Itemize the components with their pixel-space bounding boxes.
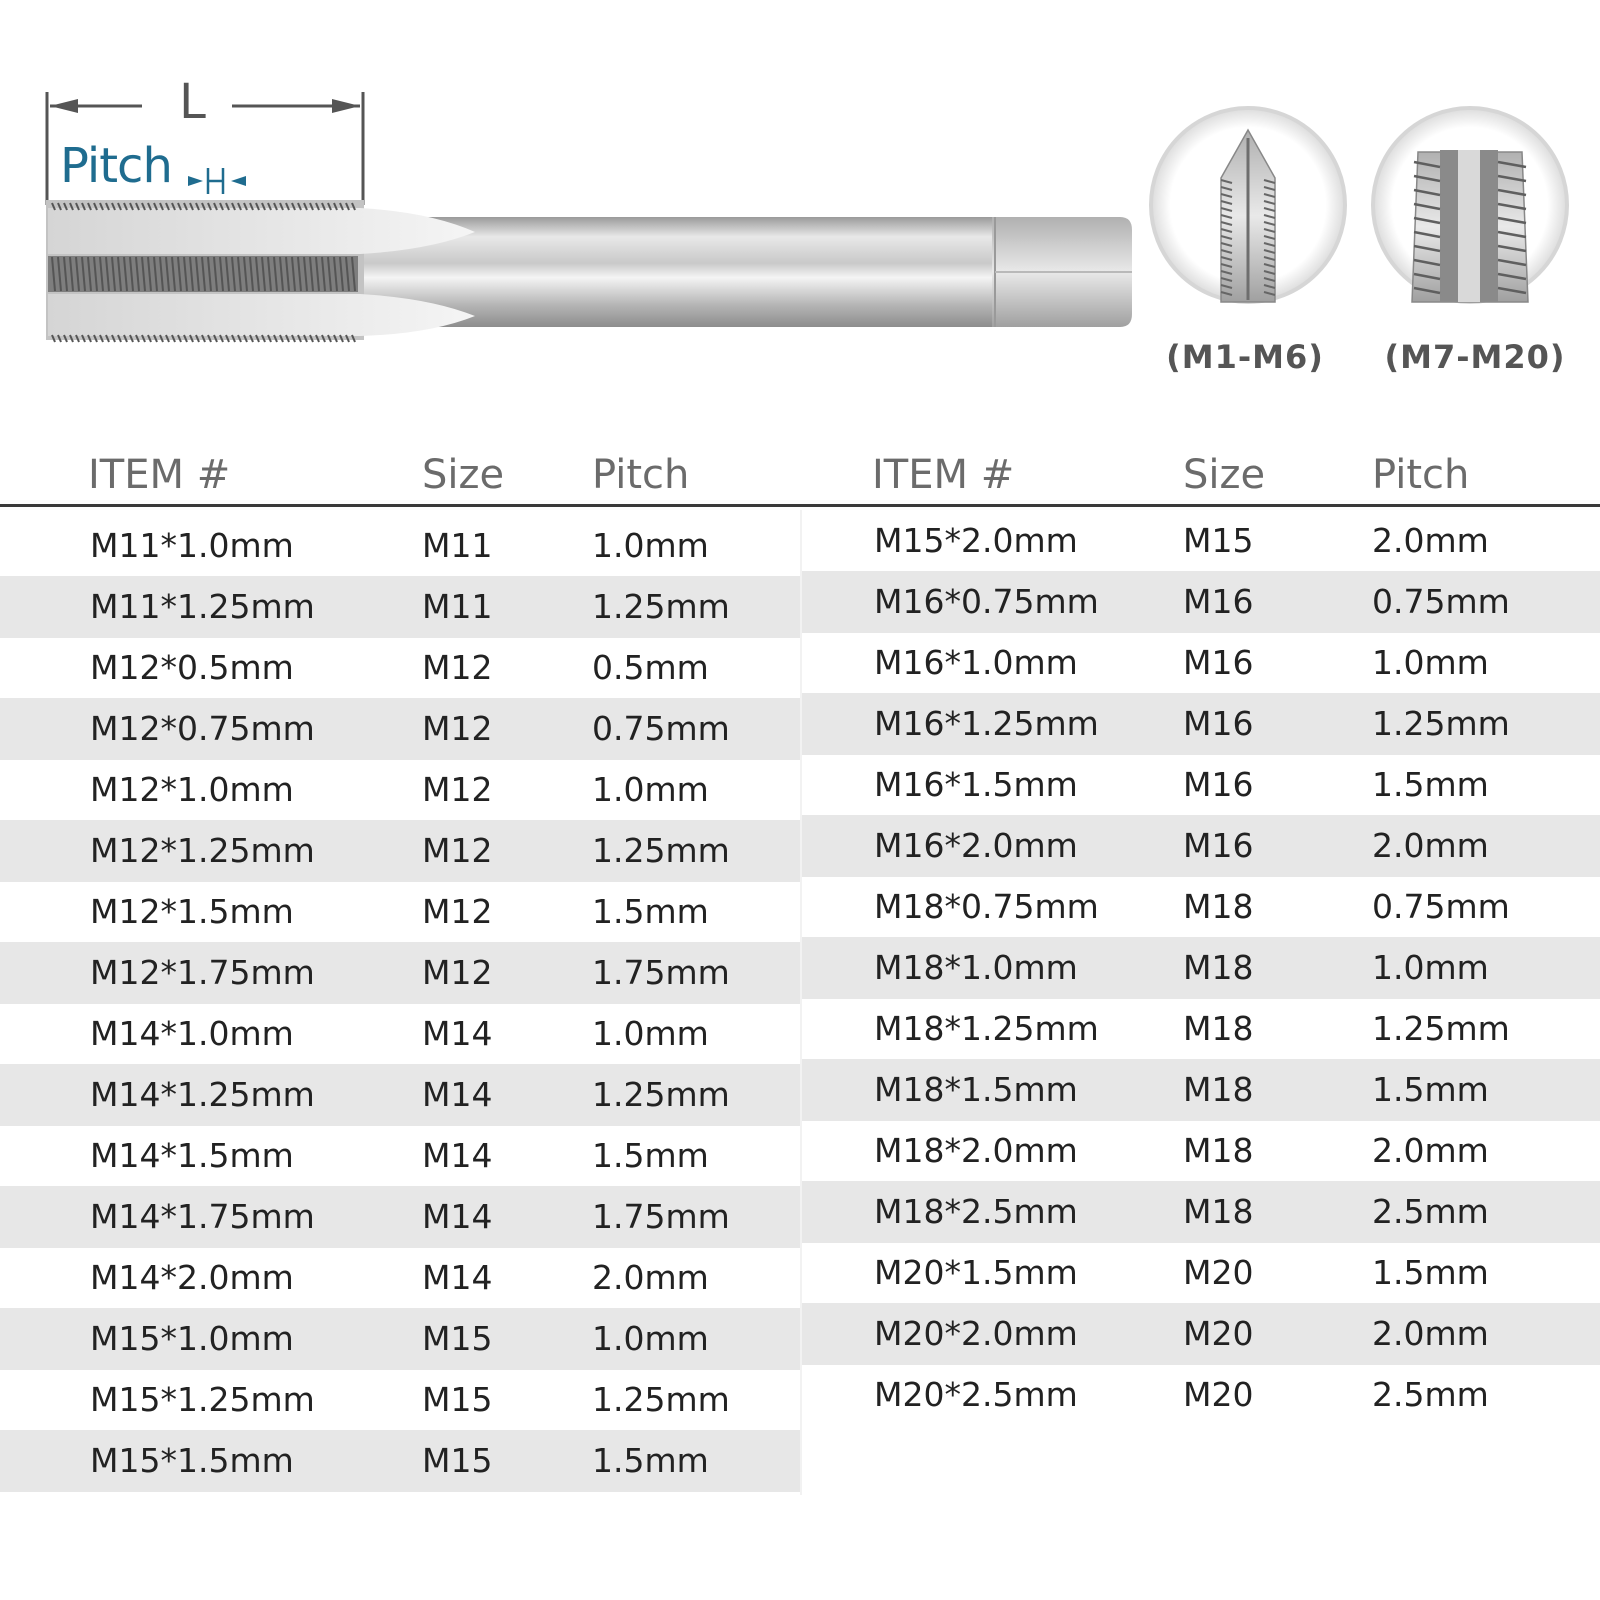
table-row [802, 571, 1600, 633]
size-cell: M12 [422, 831, 493, 870]
size-cell: M12 [422, 892, 493, 931]
pitch-cell: 2.0mm [1372, 1131, 1489, 1170]
item-cell: M15*1.5mm [90, 1441, 294, 1480]
pitch-cell: 0.75mm [592, 709, 730, 748]
pitch-cell: 1.0mm [592, 1014, 709, 1053]
pitch-cell: 1.0mm [592, 1319, 709, 1358]
size-cell: M20 [1183, 1375, 1254, 1414]
item-cell: M14*1.0mm [90, 1014, 294, 1053]
header-size-right: Size [1183, 452, 1266, 498]
item-cell: M16*1.25mm [874, 704, 1099, 743]
item-cell: M16*0.75mm [874, 582, 1099, 621]
table-row [802, 937, 1600, 999]
pitch-cell: 1.5mm [592, 1441, 709, 1480]
table-row [802, 1242, 1600, 1304]
table-row [802, 1059, 1600, 1121]
size-cell: M14 [422, 1014, 493, 1053]
table-row [0, 637, 800, 699]
item-cell: M14*1.75mm [90, 1197, 315, 1236]
item-cell: M12*1.25mm [90, 831, 315, 870]
item-cell: M16*2.0mm [874, 826, 1078, 865]
length-label: L [179, 74, 206, 130]
size-cell: M12 [422, 648, 493, 687]
m7-m20-closeup [1373, 108, 1567, 302]
pitch-cell: 1.25mm [1372, 1009, 1510, 1048]
table-row [0, 1125, 800, 1187]
item-cell: M15*1.25mm [90, 1380, 315, 1419]
table-row [0, 576, 800, 638]
table-row [802, 815, 1600, 877]
pitch-cell: 2.5mm [1372, 1192, 1489, 1231]
size-cell: M16 [1183, 582, 1254, 621]
header-size-left: Size [422, 452, 505, 498]
table-row [0, 1064, 800, 1126]
m1-m6-closeup [1151, 108, 1345, 302]
table-row [802, 754, 1600, 816]
table-row [802, 1181, 1600, 1243]
item-cell: M12*1.75mm [90, 953, 315, 992]
pitch-cell: 1.75mm [592, 953, 730, 992]
pitch-cell: 2.0mm [592, 1258, 709, 1297]
pitch-cell: 0.75mm [1372, 887, 1510, 926]
table-row [0, 1186, 800, 1248]
pitch-cell: 1.5mm [1372, 1070, 1489, 1109]
size-cell: M16 [1183, 826, 1254, 865]
size-cell: M15 [422, 1319, 493, 1358]
pitch-cell: 1.25mm [592, 1380, 730, 1419]
item-cell: M18*2.0mm [874, 1131, 1078, 1170]
table-row [802, 632, 1600, 694]
table-row [0, 1003, 800, 1065]
size-cell: M12 [422, 953, 493, 992]
table-row [0, 1247, 800, 1309]
item-cell: M15*2.0mm [874, 521, 1078, 560]
size-cell: M15 [422, 1441, 493, 1480]
table-row [802, 693, 1600, 755]
pitch-cell: 1.25mm [592, 587, 730, 626]
item-cell: M18*1.0mm [874, 948, 1078, 987]
pitch-cell: 2.5mm [1372, 1375, 1489, 1414]
item-cell: M12*1.0mm [90, 770, 294, 809]
item-cell: M11*1.25mm [90, 587, 315, 626]
item-cell: M18*2.5mm [874, 1192, 1078, 1231]
pitch-cell: 1.0mm [1372, 948, 1489, 987]
item-cell: M15*1.0mm [90, 1319, 294, 1358]
pitch-cell: 1.5mm [592, 1136, 709, 1175]
m7-m20-caption: (M7-M20) [1384, 338, 1566, 376]
table-row [802, 876, 1600, 938]
size-cell: M16 [1183, 765, 1254, 804]
item-cell: M14*2.0mm [90, 1258, 294, 1297]
item-cell: M20*2.0mm [874, 1314, 1078, 1353]
item-cell: M12*0.5mm [90, 648, 294, 687]
size-cell: M18 [1183, 948, 1254, 987]
pitch-cell: 1.0mm [1372, 643, 1489, 682]
table-row [802, 510, 1600, 572]
size-cell: M16 [1183, 643, 1254, 682]
size-cell: M14 [422, 1258, 493, 1297]
table-row [802, 1364, 1600, 1426]
size-cell: M18 [1183, 1192, 1254, 1231]
size-cell: M16 [1183, 704, 1254, 743]
size-cell: M18 [1183, 1009, 1254, 1048]
item-cell: M20*1.5mm [874, 1253, 1078, 1292]
item-cell: M20*2.5mm [874, 1375, 1078, 1414]
table-row [0, 515, 800, 577]
item-cell: M16*1.5mm [874, 765, 1078, 804]
item-cell: M11*1.0mm [90, 526, 294, 565]
size-cell: M15 [1183, 521, 1254, 560]
table-row [0, 698, 800, 760]
table-row [0, 1430, 800, 1492]
size-cell: M18 [1183, 1070, 1254, 1109]
item-cell: M14*1.5mm [90, 1136, 294, 1175]
header-pitch-right: Pitch [1372, 452, 1470, 498]
table-row [0, 881, 800, 943]
pitch-cell: 1.0mm [592, 770, 709, 809]
table-row [802, 1120, 1600, 1182]
pitch-cell: 2.0mm [1372, 521, 1489, 560]
item-cell: M14*1.25mm [90, 1075, 315, 1114]
size-cell: M11 [422, 526, 493, 565]
size-cell: M12 [422, 709, 493, 748]
item-cell: M12*0.75mm [90, 709, 315, 748]
pitch-cell: 1.75mm [592, 1197, 730, 1236]
table-row [802, 1303, 1600, 1365]
size-cell: M11 [422, 587, 493, 626]
table-row [0, 1308, 800, 1370]
header-rule [0, 504, 1600, 507]
header-pitch-left: Pitch [592, 452, 690, 498]
size-cell: M14 [422, 1136, 493, 1175]
pitch-cell: 0.5mm [592, 648, 709, 687]
size-cell: M18 [1183, 887, 1254, 926]
pitch-cell: 1.25mm [592, 1075, 730, 1114]
pitch-cell: 1.25mm [592, 831, 730, 870]
header-item-right: ITEM # [872, 452, 1015, 498]
pitch-cell: 1.0mm [592, 526, 709, 565]
size-cell: M14 [422, 1075, 493, 1114]
size-cell: M15 [422, 1380, 493, 1419]
item-cell: M18*0.75mm [874, 887, 1099, 926]
pitch-cell: 1.5mm [1372, 1253, 1489, 1292]
pitch-marker [188, 168, 246, 194]
pitch-cell: 2.0mm [1372, 826, 1489, 865]
pitch-cell: 1.5mm [592, 892, 709, 931]
size-cell: M18 [1183, 1131, 1254, 1170]
table-row [0, 942, 800, 1004]
header-item-left: ITEM # [88, 452, 231, 498]
table-row [0, 759, 800, 821]
pitch-cell: 1.5mm [1372, 765, 1489, 804]
item-cell: M16*1.0mm [874, 643, 1078, 682]
pitch-cell: 2.0mm [1372, 1314, 1489, 1353]
table-row [802, 998, 1600, 1060]
m1-m6-caption: (M1-M6) [1166, 338, 1324, 376]
pitch-cell: 1.25mm [1372, 704, 1510, 743]
item-cell: M12*1.5mm [90, 892, 294, 931]
table-row [0, 1369, 800, 1431]
item-cell: M18*1.5mm [874, 1070, 1078, 1109]
tap-illustration [0, 0, 1600, 420]
pitch-label: Pitch [60, 138, 172, 194]
size-cell: M12 [422, 770, 493, 809]
pitch-cell: 0.75mm [1372, 582, 1510, 621]
size-cell: M14 [422, 1197, 493, 1236]
size-cell: M20 [1183, 1253, 1254, 1292]
size-cell: M20 [1183, 1314, 1254, 1353]
item-cell: M18*1.25mm [874, 1009, 1099, 1048]
table-row [0, 820, 800, 882]
